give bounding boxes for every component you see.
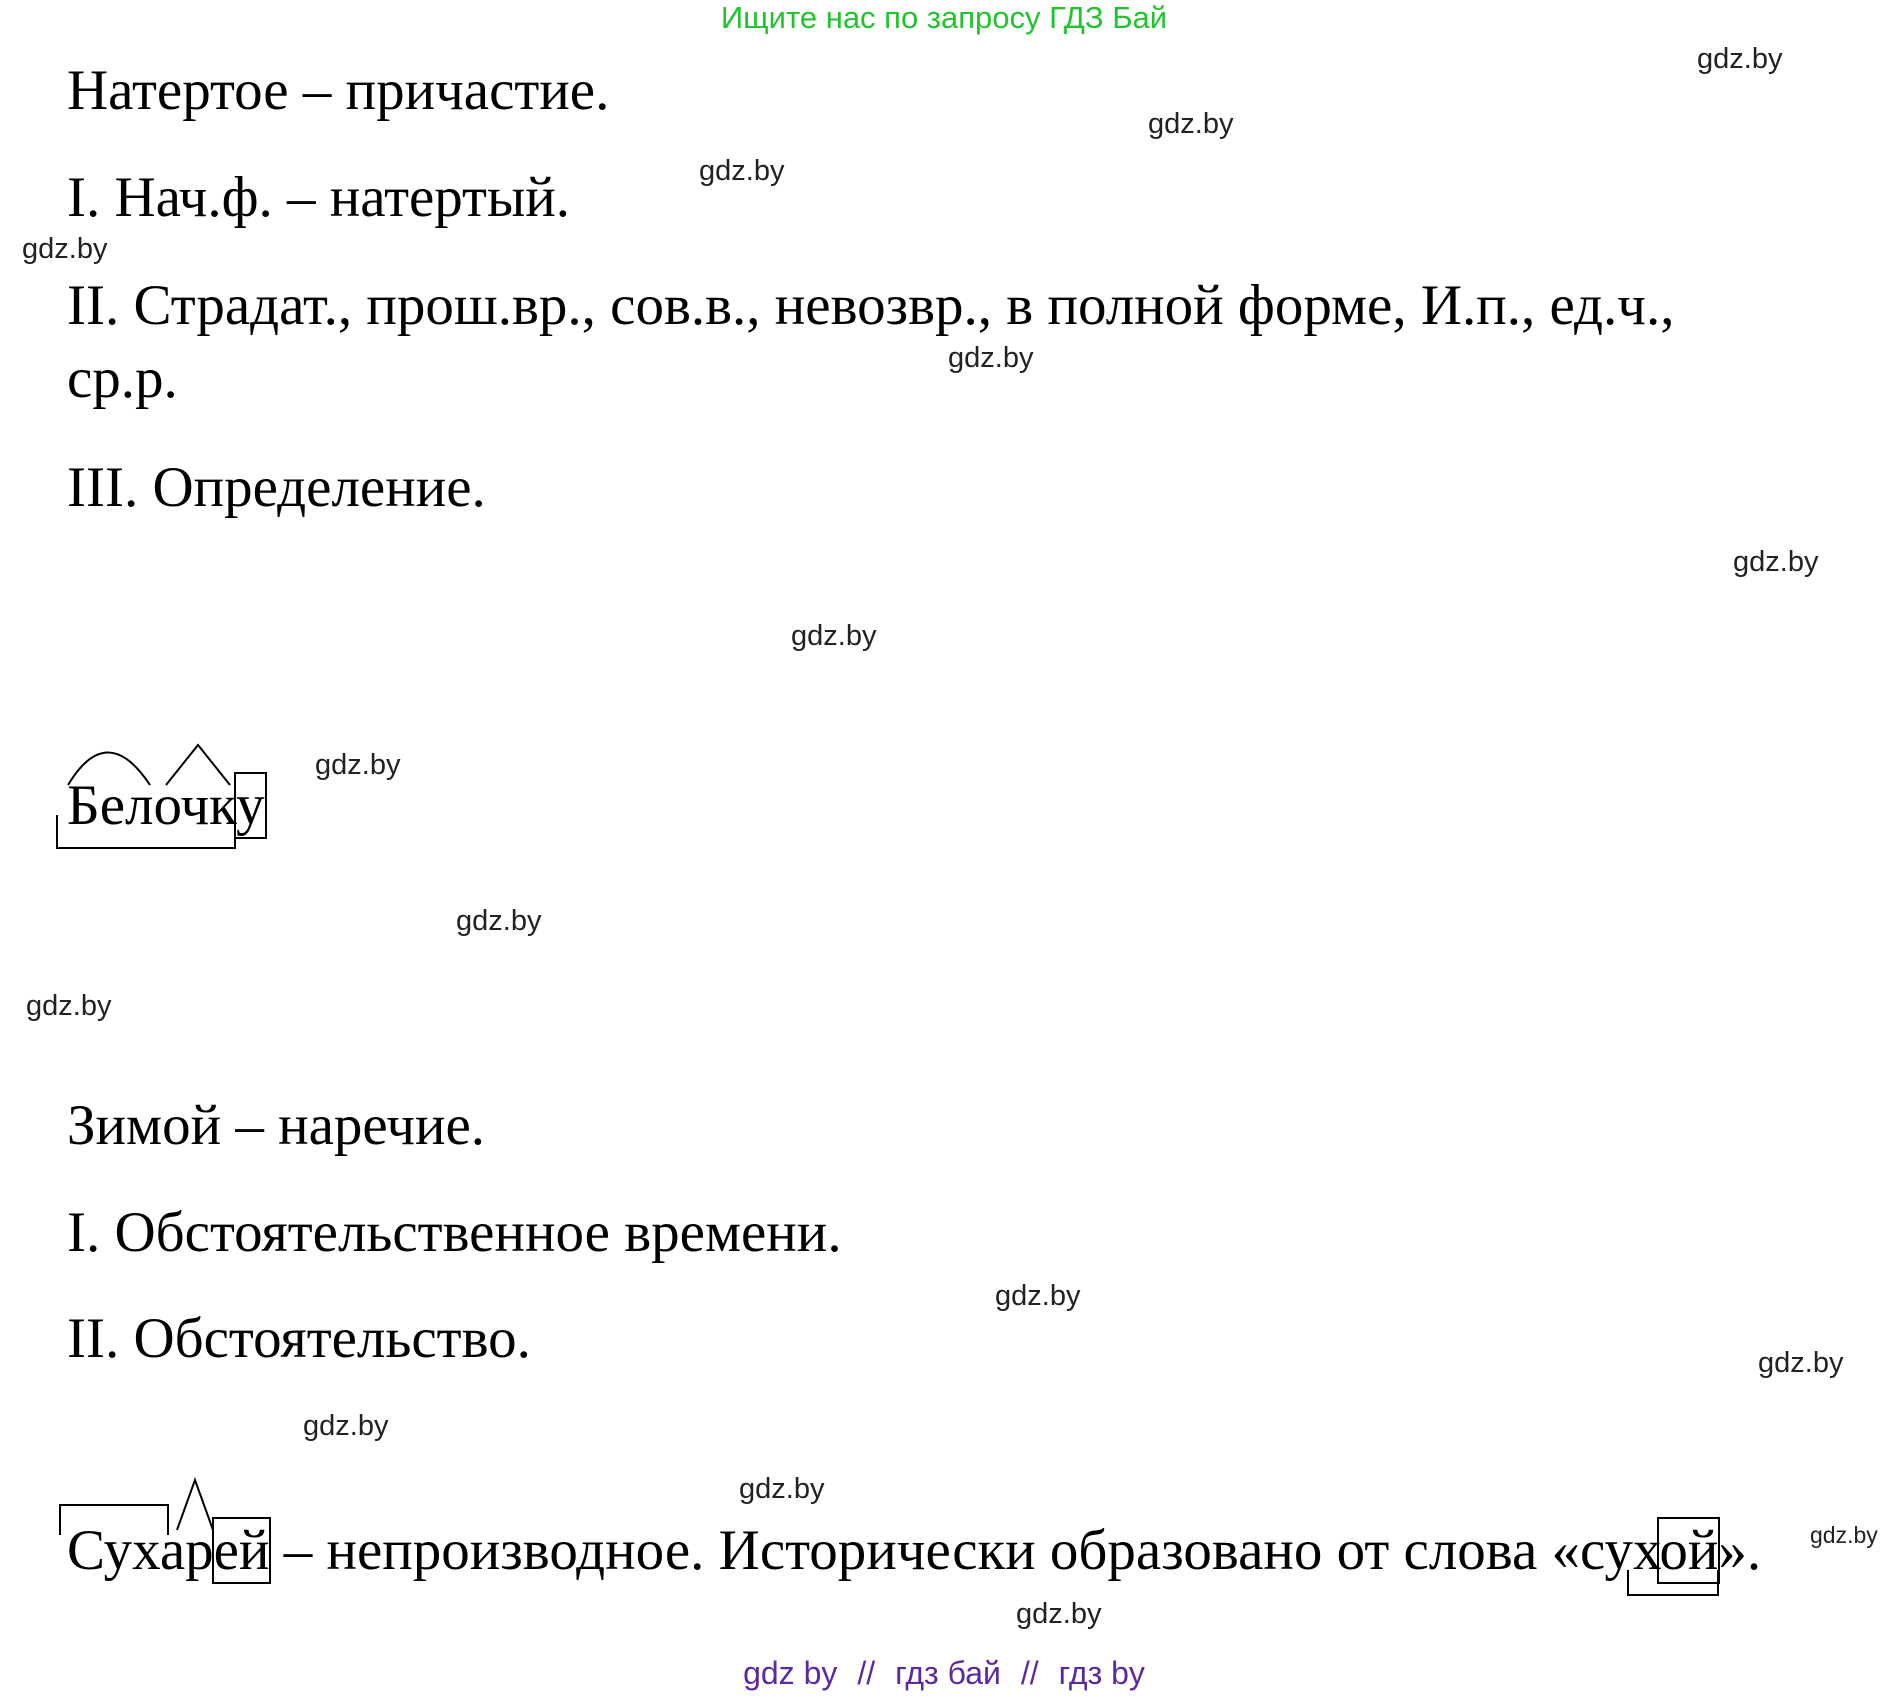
watermark: gdz.by <box>1758 1347 1844 1379</box>
sentence-middle: – непроизводное. Исторически образовано от слова « <box>269 1519 1580 1582</box>
heading-participle: Натертое – причастие. <box>67 59 610 122</box>
watermark: gdz.by <box>26 990 112 1022</box>
word2-stem: сух <box>1580 1519 1660 1582</box>
participle-item-1: I. Нач.ф. – натертый. <box>67 166 571 229</box>
adverb-item-1: I. Обстоятельственное времени. <box>67 1201 842 1264</box>
footer-separator: // <box>1020 1655 1039 1691</box>
footer-link-3[interactable]: гдз by <box>1058 1655 1145 1691</box>
watermark: gdz.by <box>791 620 877 652</box>
derivation-sentence <box>67 1515 1761 1587</box>
search-banner: Ищите нас по запросу ГДЗ Бай <box>720 0 1168 35</box>
footer-link-1[interactable]: gdz by <box>743 1655 838 1691</box>
watermark: gdz.by <box>948 342 1034 374</box>
watermark: gdz.by <box>1016 1598 1102 1630</box>
sentence-end: ». <box>1718 1519 1762 1582</box>
footer-link-2[interactable]: гдз бай <box>895 1655 1001 1691</box>
watermark: gdz.by <box>699 155 785 187</box>
word1-ending: ей <box>213 1519 270 1582</box>
word1-stem: Сухар <box>67 1519 214 1582</box>
watermark: gdz.by <box>22 233 108 265</box>
heading-adverb: Зимой – наречие. <box>67 1094 486 1157</box>
watermark: gdz.by <box>1733 546 1819 578</box>
watermark: gdz.by <box>1148 108 1234 140</box>
footer-separator: // <box>857 1655 876 1691</box>
word-stem: Белочк <box>67 774 237 837</box>
footer <box>0 1655 1888 1692</box>
watermark: gdz.by <box>303 1410 389 1442</box>
watermark: gdz.by <box>1810 1522 1878 1548</box>
watermark: gdz.by <box>1697 43 1783 75</box>
word2-ending: ой <box>1659 1519 1719 1582</box>
word-ending: у <box>236 774 265 837</box>
watermark: gdz.by <box>739 1473 825 1505</box>
participle-item-3: III. Определение. <box>67 456 486 519</box>
watermark: gdz.by <box>456 905 542 937</box>
watermark: gdz.by <box>995 1280 1081 1312</box>
participle-item-2-line-2: ср.р. <box>67 347 178 410</box>
adverb-item-2: II. Обстоятельство. <box>67 1307 531 1370</box>
watermark: gdz.by <box>315 749 401 781</box>
morpheme-word-belochku <box>67 770 265 842</box>
participle-item-2-line-1: II. Страдат., прош.вр., сов.в., невозвр., в полной форме, И.п., ед.ч., <box>67 274 1675 337</box>
